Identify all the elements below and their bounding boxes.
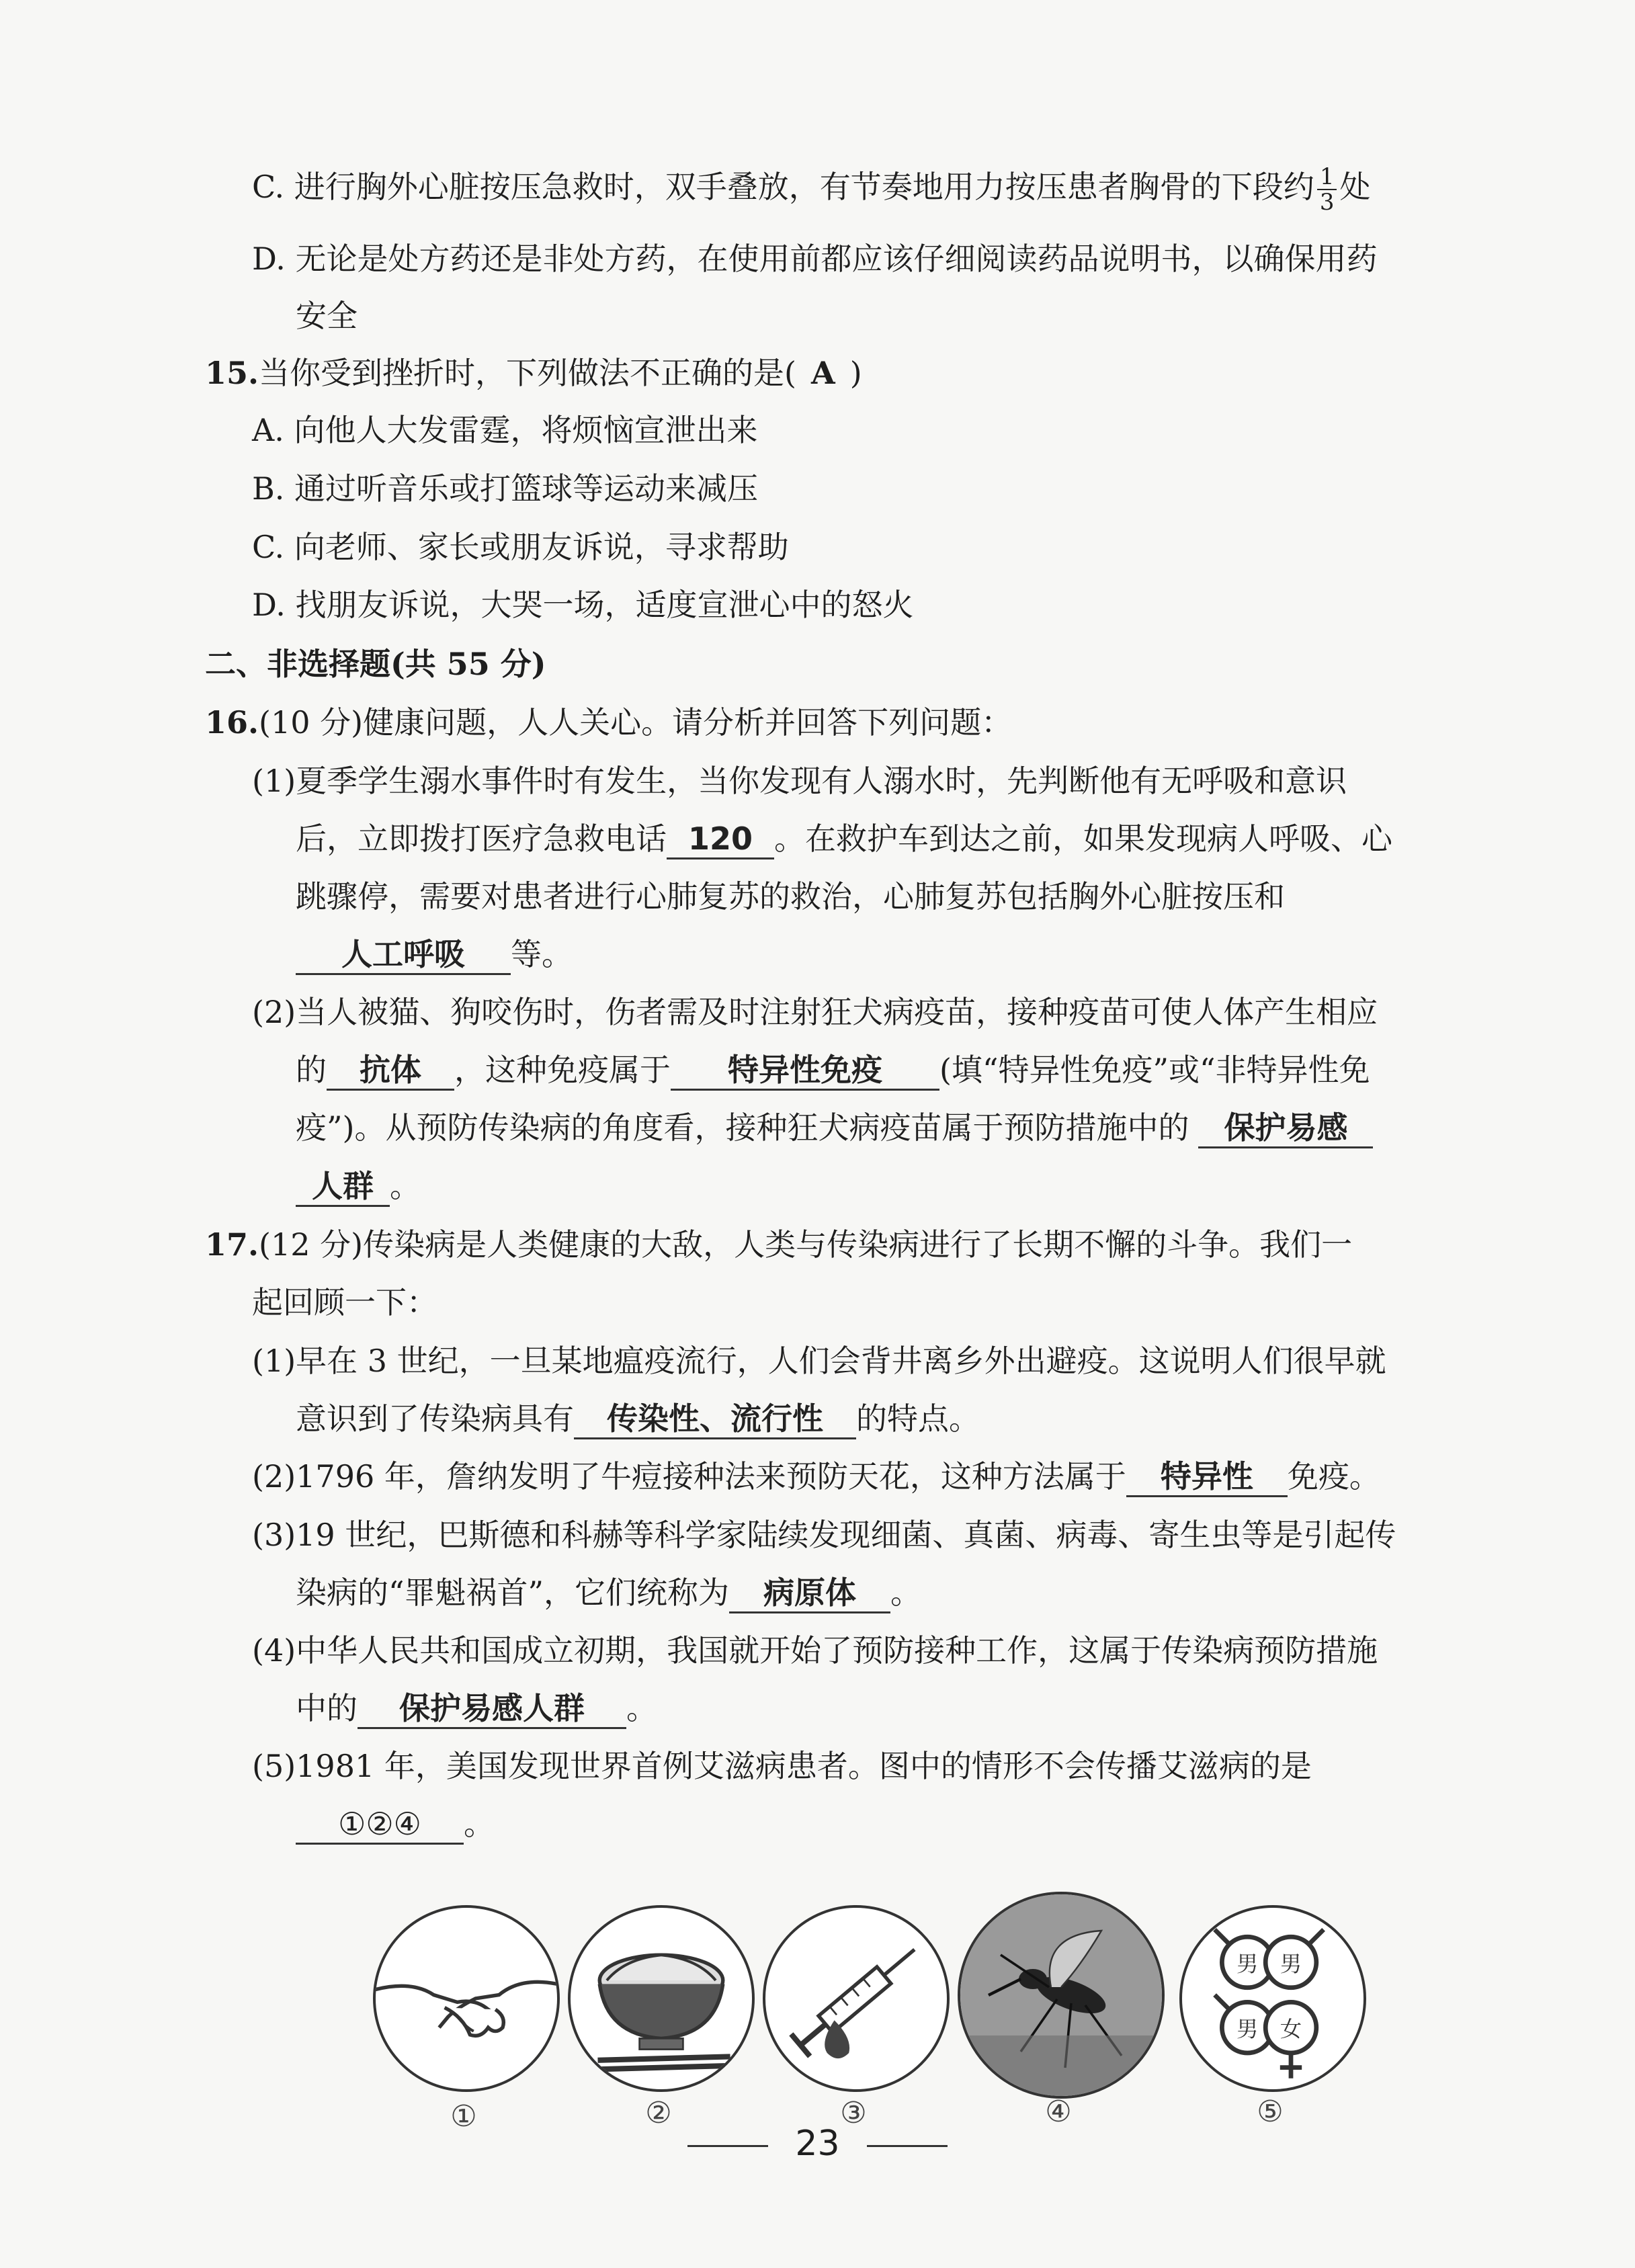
q15-option-a: A. 向他人大发雷霆，将烦恼宣泄出来 (252, 412, 758, 448)
q16-part1-line1: (1)夏季学生溺水事件时有发生，当你发现有人溺水时，先判断他有无呼吸和意识 (252, 763, 1347, 799)
q16-part1-line2 (296, 818, 1392, 859)
fraction-denominator: 3 (1319, 189, 1335, 216)
gender-label-4: 女 (1280, 2016, 1302, 2042)
q15-option-c: C. 向老师、家长或朋友诉说，寻求帮助 (252, 529, 789, 565)
fraction-numerator: 1 (1317, 165, 1337, 190)
q17-part4-line1: (4)中华人民共和国成立初期，我国就开始了预防接种工作，这属于传染病预防措施 (252, 1632, 1378, 1669)
q14-option-c-end: 处 (1339, 169, 1371, 205)
gender-symbols-icon (1179, 1905, 1366, 2092)
q16-answer-antibody: 抗体 (327, 1051, 454, 1091)
figure-label-1: ① (450, 2099, 477, 2134)
q15-stem-close: ) (849, 355, 862, 391)
q16-part1-line4 (296, 934, 573, 975)
gender-label-3: 男 (1236, 2016, 1259, 2042)
q17-answer-measure: 保护易感人群 (358, 1689, 626, 1729)
q17-part4-end: 。 (626, 1690, 657, 1726)
page-number (0, 2124, 1635, 2164)
q14-option-c (252, 165, 1370, 214)
rice-bowl-icon (568, 1905, 755, 2092)
q17-part1-end: 的特点。 (856, 1400, 980, 1437)
q17-answer-figures: ①②④ (296, 1805, 464, 1845)
q17-part3-line2 (296, 1572, 921, 1613)
figure-label-2: ② (645, 2096, 672, 2130)
mosquito-icon (958, 1892, 1165, 2099)
q16-number: 16. (205, 704, 259, 741)
gender-label-1: 男 (1236, 1951, 1259, 1977)
q15-stem (205, 353, 862, 393)
q17-part2-text: (2)1796 年，詹纳发明了牛痘接种法来预防天花，这种方法属于 (252, 1458, 1126, 1495)
q17-part4-text: 中的 (296, 1690, 358, 1726)
q16-part2-end: 。 (390, 1168, 421, 1204)
handshake-icon (373, 1905, 560, 2092)
q17-part2-end: 免疫。 (1287, 1458, 1380, 1495)
q17-number: 17. (205, 1226, 259, 1263)
q15-stem-text: 当你受到挫折时，下列做法不正确的是( (259, 355, 796, 391)
q17-part1-line1: (1)早在 3 世纪，一旦某地瘟疫流行，人们会背井离乡外出避疫。这说明人们很早就 (252, 1343, 1386, 1379)
q16-part2-line3 (296, 1107, 1373, 1148)
figure-label-3: ③ (840, 2096, 867, 2130)
gender-label-2: 男 (1280, 1951, 1302, 1977)
q16-answer-emergency-number: 120 (667, 820, 774, 859)
q17-part4-line2 (296, 1688, 657, 1729)
page-number-rule-left (687, 2145, 768, 2147)
q16-part1-end: 等。 (511, 936, 573, 972)
q16-answer-prevention-measure-b: 人群 (296, 1167, 390, 1207)
q17-answer-pathogen: 病原体 (729, 1574, 890, 1613)
q16-stem-text: (10 分)健康问题，人人关心。请分析并回答下列问题： (259, 704, 1013, 741)
q16-part2-line2 (296, 1050, 1370, 1091)
q16-part2-line4 (296, 1166, 421, 1207)
q15-option-d: D. 找朋友诉说，大哭一场，适度宣泄心中的怒火 (252, 587, 914, 623)
q15-answer: A (810, 355, 835, 391)
q17-stem-line2: 起回顾一下： (252, 1284, 437, 1320)
q16-part1-text-after: 。在救护车到达之前，如果发现病人呼吸、心 (774, 821, 1392, 857)
q14-option-d-line1: D. 无论是处方药还是非处方药，在使用前都应该仔细阅读药品说明书，以确保用药 (252, 241, 1378, 277)
q16-part1-text: 后，立即拨打医疗急救电话 (296, 821, 667, 857)
q17-answer-characteristics: 传染性、流行性 (574, 1400, 856, 1439)
syringe-icon (763, 1905, 950, 2092)
q17-part5-line1: (5)1981 年，美国发现世界首例艾滋病患者。图中的情形不会传播艾滋病的是 (252, 1748, 1312, 1784)
q17-part1-line2 (296, 1398, 980, 1439)
q15-number: 15. (205, 355, 259, 391)
q16-answer-prevention-measure-a: 保护易感 (1198, 1109, 1373, 1148)
q17-part3-text: 染病的“罪魁祸首”，它们统称为 (296, 1574, 730, 1611)
q16-part2-line1: (2)当人被猫、狗咬伤时，伤者需及时注射狂犬病疫苗，接种疫苗可使人体产生相应 (252, 994, 1378, 1030)
q14-option-d-line2: 安全 (296, 298, 358, 334)
figure-label-4: ④ (1045, 2095, 1072, 2129)
q16-answer-immunity-type: 特异性免疫 (671, 1051, 939, 1091)
page-number-text: 23 (795, 2124, 840, 2164)
figure-label-5: ⑤ (1257, 2095, 1284, 2129)
section-title: 二、非选择题(共 55 分) (205, 646, 546, 682)
q16-part2-text: 的 (296, 1052, 327, 1088)
q16-part2-text-after: (填“特异性免疫”或“非特异性免 (939, 1052, 1370, 1088)
q17-part3-end: 。 (890, 1574, 922, 1611)
q16-answer-artificial-respiration: 人工呼吸 (296, 935, 511, 975)
q17-part5-end: 。 (464, 1806, 495, 1842)
q17-part5-line2 (296, 1804, 495, 1845)
q16-part2-text-line3: 疫”)。从预防传染病的角度看，接种狂犬病疫苗属于预防措施中的 (296, 1109, 1189, 1146)
q14-option-c-text: C. 进行胸外心脏按压急救时，双手叠放，有节奏地用力按压患者胸骨的下段约 (252, 169, 1314, 205)
q17-part3-line1: (3)19 世纪，巴斯德和科赫等科学家陆续发现细菌、真菌、病毒、寄生虫等是引起传 (252, 1517, 1396, 1553)
q15-option-b: B. 通过听音乐或打篮球等运动来减压 (252, 470, 759, 507)
q17-part2 (252, 1456, 1380, 1497)
fraction-one-third (1317, 165, 1337, 214)
page-number-rule-right (867, 2145, 948, 2147)
q16-part2-text-mid: ，这种免疫属于 (454, 1052, 671, 1088)
q17-part1-text: 意识到了传染病具有 (296, 1400, 574, 1437)
q17-stem-text: (12 分)传染病是人类健康的大敌，人类与传染病进行了长期不懈的斗争。我们一 (259, 1226, 1353, 1263)
q17-stem-line1 (205, 1224, 1352, 1265)
q16-stem (205, 702, 1012, 743)
q16-part1-line3: 跳骤停，需要对患者进行心肺复苏的救治，心肺复苏包括胸外心脏按压和 (296, 878, 1285, 915)
q17-answer-immunity: 特异性 (1126, 1458, 1288, 1497)
